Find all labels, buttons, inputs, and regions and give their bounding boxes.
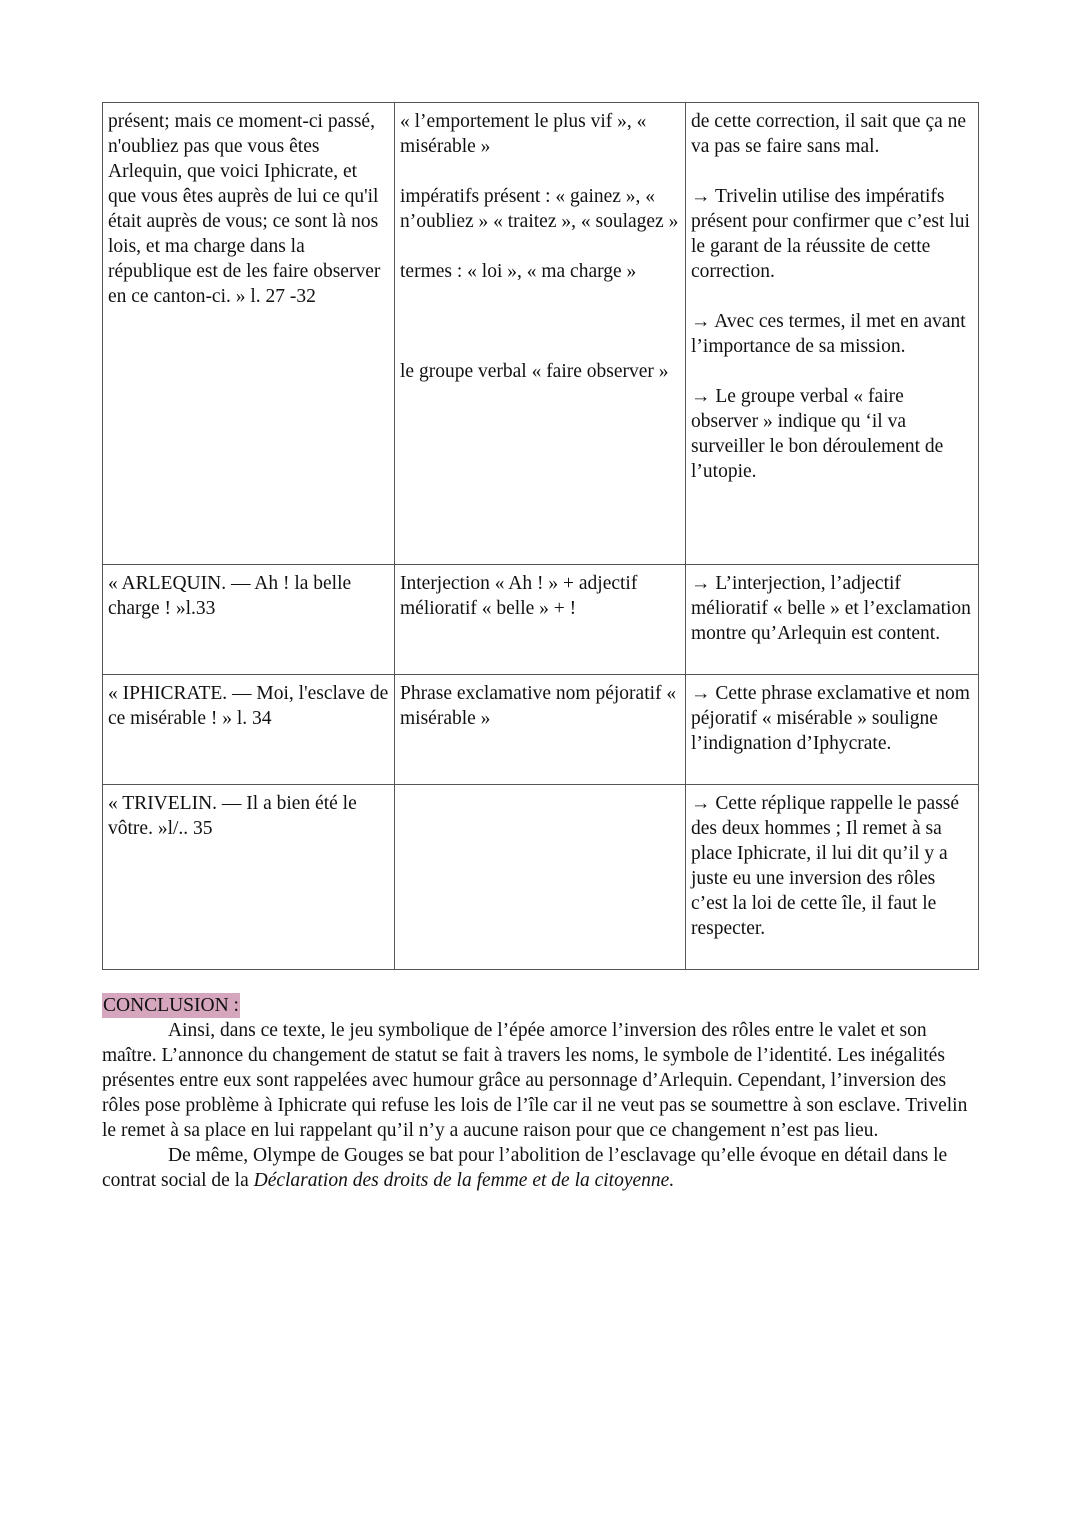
quote-cell — [103, 103, 395, 565]
device-text: Interjection « Ah ! » + adjectif mélioratif « belle » + ! — [400, 573, 638, 619]
device-text: « l’emportement le plus vif », « misérable » — [400, 111, 647, 157]
interpretation-text: → Cette phrase exclamative et nom péjoratif « misérable » souligne l’indignation d’Iphycrate. — [691, 683, 970, 754]
interpretation-cell — [686, 675, 979, 785]
table-row — [103, 675, 979, 785]
interpretation-text: → Avec ces termes, il met en avant l’importance de sa mission. — [691, 311, 966, 357]
quote-text: « ARLEQUIN. — Ah ! la belle charge ! »l.33 — [108, 573, 352, 619]
interpretation-cell — [686, 785, 979, 970]
quote-text: présent; mais ce moment-ci passé, n'oubliez pas que vous êtes Arlequin, que voici Iphicrate, et que vous êtes auprès de lui ce qu'il était auprès de vous; ce sont là nos lois, et ma charge dans la république est de les faire observer en ce canton-ci. » l. 27 -32 — [108, 111, 381, 307]
device-text: le groupe verbal « faire observer » — [400, 361, 669, 382]
conclusion-paragraph — [102, 1143, 978, 1193]
conclusion-heading: CONCLUSION : — [103, 995, 239, 1016]
analysis-table — [102, 102, 979, 970]
quote-text: « IPHICRATE. — Moi, l'esclave de ce misérable ! » l. 34 — [108, 683, 389, 729]
conclusion-paragraph: Ainsi, dans ce texte, le jeu symbolique de l’épée amorce l’inversion des rôles entre le valet et son maître. L’annonce du changement de statut se fait à travers les noms, le symbole de l’identité. Les inégalités présentes entre eux sont rappelées avec humour grâce au personnage d’Arlequin. Cependant, l’inversion des rôles pose problème à Iphicrate qui refuse les lois de l’île car il ne veut pas se soumettre à son esclave. Trivelin le remet à sa place en lui rappelant qu’il n’y a aucune raison pour que ce changement n’est pas lieu. — [102, 1020, 968, 1141]
devices-cell — [395, 785, 686, 970]
interpretation-text: de cette correction, il sait que ça ne va pas se faire sans mal. — [691, 111, 967, 157]
interpretation-text: → Cette réplique rappelle le passé des deux hommes ; Il remet à sa place Iphicrate, il lui dit qu’il y a juste eu une inversion des rôles c’est la loi de cette île, il faut le respecter. — [691, 793, 960, 939]
conclusion-paragraph-text: De même, Olympe de Gouges se bat pour l’abolition de l’esclavage qu’elle évoque en détail dans le contrat social de la — [102, 1145, 948, 1191]
table-row — [103, 565, 979, 675]
conclusion-section — [102, 993, 978, 1193]
interpretation-text: → L’interjection, l’adjectif mélioratif « belle » et l’exclamation montre qu’Arlequin est content. — [691, 573, 971, 644]
table-row — [103, 103, 979, 565]
device-text: impératifs présent : « gainez », « n’oubliez » « traitez », « soulagez » — [400, 186, 679, 232]
devices-cell — [395, 675, 686, 785]
table-row — [103, 785, 979, 970]
quote-cell — [103, 565, 395, 675]
devices-cell — [395, 565, 686, 675]
document-title-reference: Déclaration des droits de la femme et de la citoyenne. — [253, 1170, 675, 1191]
quote-text: « TRIVELIN. — Il a bien été le vôtre. »l/.. 35 — [108, 793, 357, 839]
device-text: Phrase exclamative nom péjoratif « misérable » — [400, 683, 677, 729]
interpretation-cell — [686, 565, 979, 675]
interpretation-cell — [686, 103, 979, 565]
quote-cell — [103, 675, 395, 785]
interpretation-text: → Trivelin utilise des impératifs présent pour confirmer que c’est lui le garant de la réussite de cette correction. — [691, 186, 970, 282]
interpretation-text: → Le groupe verbal « faire observer » indique qu ‘il va surveiller le bon déroulement de l’utopie. — [691, 386, 944, 482]
quote-cell — [103, 785, 395, 970]
devices-cell — [395, 103, 686, 565]
device-text: termes : « loi », « ma charge » — [400, 261, 637, 282]
